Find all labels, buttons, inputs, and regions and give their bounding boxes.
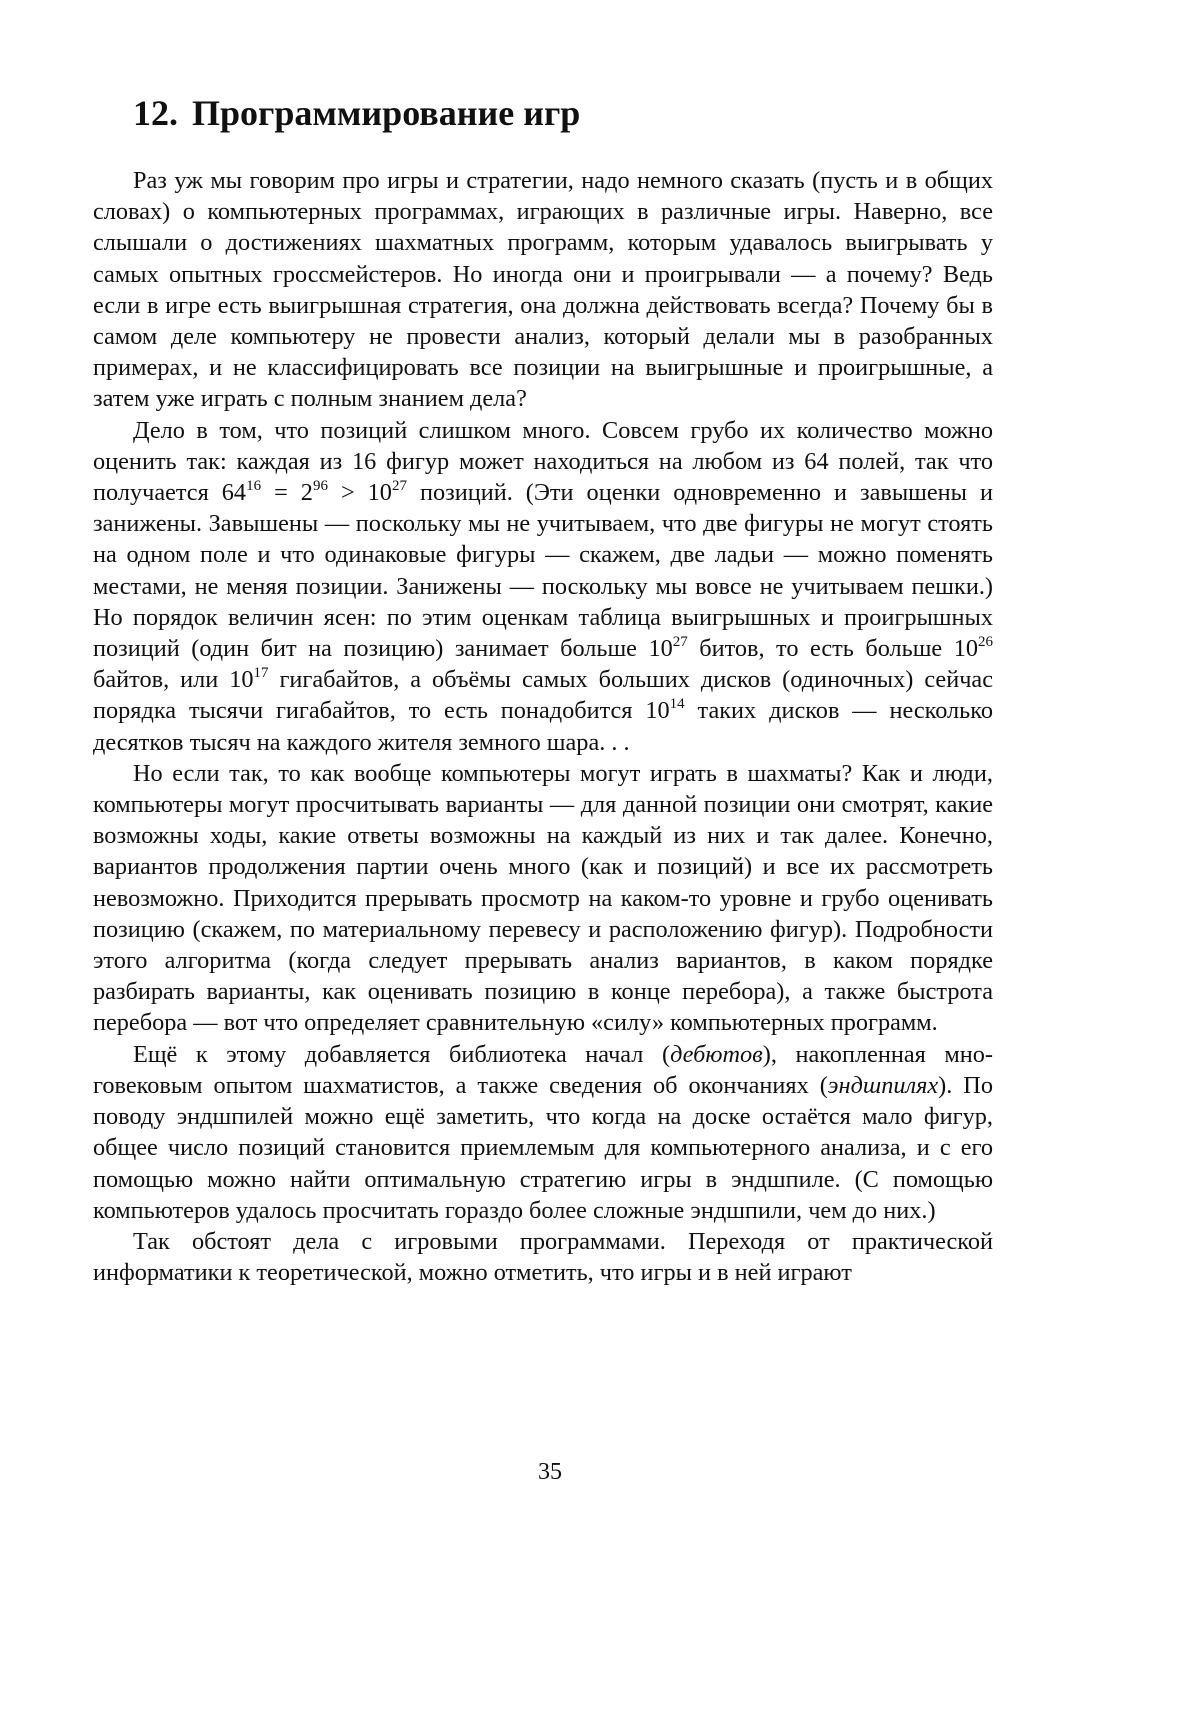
section-heading — [133, 92, 580, 135]
paragraph-5: Так обстоят дела с игровыми программами. Переходя от практической информатики к теоретической, можно отметить, что игры и в ней играют — [93, 1227, 993, 1287]
exponent: 16 — [246, 478, 262, 495]
paragraph-2-text: гигабайтов, а объёмы самых больших дисков (одиночных) сейчас порядка тысячи гигабайтов, то есть понадобится 10 — [93, 666, 993, 725]
paragraph-2-text: таких дисков — несколько десятков тысяч на каждого жителя земного шара. . . — [93, 697, 993, 756]
exponent: 26 — [978, 634, 993, 651]
italic-term: эндшпилях — [827, 1071, 939, 1099]
paragraph-2-text: битов, то есть больше 10 — [687, 635, 978, 663]
paragraph-4-text: Ещё к этому добавляется библиотека начал ( — [133, 1040, 671, 1068]
paragraph-2 — [93, 415, 993, 758]
paragraph-2-text: Дело в том, что позиций слишком много. Совсем грубо их количество можно оценить так: каждая из 16 фигур может находиться на любом из 64 полей, так что получается 64 — [93, 416, 993, 507]
exponent: 27 — [391, 478, 407, 495]
paragraph-4 — [93, 1039, 993, 1226]
exponent: 17 — [253, 665, 269, 682]
paragraph-4-text: ). По поводу эндшпилей можно ещё заметить, что когда на доске остаётся мало фигур, общее число позиций становится приемлемым для компьютерного анализа, и с его помощью можно найти оптимальную стратегию игры в эндшпиле. (С помощью компьютеров удалось просчитать гораздо более сложные эндшпили, чем до них.) — [93, 1071, 994, 1224]
exponent: 27 — [672, 634, 688, 651]
paragraph-2-text: байтов, или 10 — [93, 666, 254, 694]
exponent: 14 — [669, 696, 685, 713]
section-number: 12. — [133, 93, 178, 133]
paragraph-2-text: > 10 — [327, 479, 392, 507]
body-text — [93, 165, 993, 1288]
paragraph-4-text: ), накопленная многовековым опытом шахматистов, а также сведения об окончаниях ( — [93, 1040, 993, 1099]
section-title: Программирование игр — [192, 93, 581, 133]
paragraph-2-text: позиций. (Эти оценки одновременно и завышены и занижены. Завышены — поскольку мы не учитываем, что две фигуры не могут стоять на одном поле и что одинаковые фигуры — скажем, две ладьи — можно поменять местами, не меняя позиции. Занижены — поскольку мы вовсе не учитываем пешки.) Но порядок величин ясен: по этим оценкам таблица выигрышных и проигрышных позиций (один бит на позицию) занимает больше 10 — [93, 479, 993, 663]
exponent: 96 — [312, 478, 328, 495]
paragraph-3: Но если так, то как вообще компьютеры могут играть в шахматы? Как и люди, компьютеры могут просчитывать варианты — для данной позиции они смотрят, какие возможны ходы, какие ответы возможны на каждый из них и так далее. Конечно, вариантов продолжения партии очень много (как и позиций) и все их рассмотреть невозможно. Приходится прерывать просмотр на каком-то уровне и грубо оценивать позицию (скажем, по материальному перевесу и расположению фигур). Подробности этого алгоритма (когда следует прерывать анализ вариантов, в каком порядке разбирать варианты, как оценивать позицию в конце перебора), а также быстрота перебора — вот что определяет сравнительную «силу» компьютерных программ. — [93, 759, 993, 1037]
italic-term: дебютов — [670, 1040, 763, 1068]
paragraph-1: Раз уж мы говорим про игры и стратегии, надо немного сказать (пусть и в общих словах) о компьютерных программах, играющих в различные игры. Наверно, все слышали о достижениях шахматных программ, которым удавалось выигрывать у самых опытных гроссмейстеров. Но иногда они и проигрывали — а почему? Ведь если в игре есть выигрышная стратегия, она должна действовать всегда? Почему бы в самом деле компьютеру не провести анализ, который делали мы в разобранных примерах, и не классифицировать все позиции на выигрышные и проигрышные, а затем уже играть с полным знанием дела? — [93, 167, 993, 413]
paragraph-2-text: = 2 — [261, 479, 313, 507]
page-number: 35 — [538, 1459, 562, 1485]
